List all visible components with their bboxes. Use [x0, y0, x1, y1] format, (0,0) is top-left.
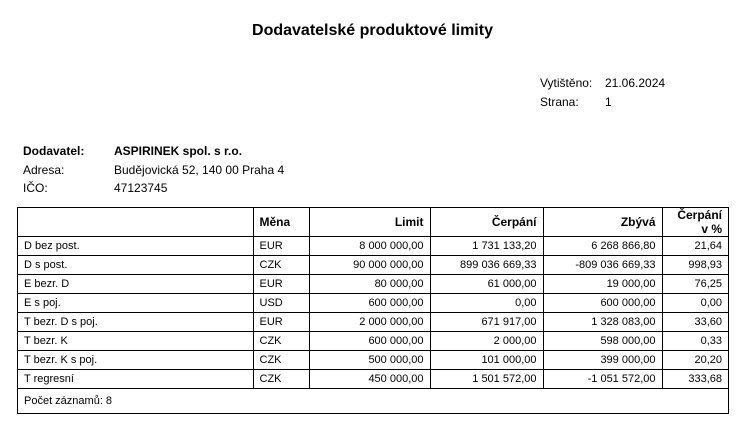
cell-name: D s post. [18, 256, 253, 275]
cell-name: T bezr. K s poj. [18, 351, 253, 370]
cell-used: 61 000,00 [430, 275, 543, 294]
cell-limit: 600 000,00 [309, 294, 430, 313]
col-header-used: Čerpání [430, 208, 543, 237]
cell-remaining: -1 051 572,00 [543, 370, 662, 389]
cell-remaining: 19 000,00 [543, 275, 662, 294]
record-count: Počet záznamů: 8 [24, 395, 113, 407]
cell-name: T regresní [18, 370, 253, 389]
cell-percent: 998,93 [662, 256, 728, 275]
cell-remaining: 598 000,00 [543, 332, 662, 351]
cell-currency: CZK [253, 256, 309, 275]
cell-used: 899 036 669,33 [430, 256, 543, 275]
col-header-remaining: Zbývá [543, 208, 662, 237]
cell-remaining: 1 328 083,00 [543, 313, 662, 332]
col-header-currency: Měna [253, 208, 309, 237]
cell-currency: CZK [253, 332, 309, 351]
table-row [18, 332, 728, 351]
supplier-name: ASPIRINEK spol. s r.o. [114, 144, 243, 158]
page-label: Strana: [540, 95, 579, 109]
printed-date: 21.06.2024 [605, 76, 666, 90]
cell-percent: 0,33 [662, 332, 728, 351]
cell-currency: CZK [253, 370, 309, 389]
cell-used: 671 917,00 [430, 313, 543, 332]
cell-name: E s poj. [18, 294, 253, 313]
cell-name: T bezr. K [18, 332, 253, 351]
page-number: 1 [605, 95, 612, 109]
supplier-label: Dodavatel: [23, 144, 85, 158]
printed-label: Vytištěno: [540, 76, 593, 90]
table-row [18, 275, 728, 294]
cell-limit: 600 000,00 [309, 332, 430, 351]
limits-table [17, 207, 729, 414]
cell-used: 1 731 133,20 [430, 237, 543, 256]
table-row [18, 370, 728, 389]
cell-currency: USD [253, 294, 309, 313]
page-title: Dodavatelské produktové limity [252, 22, 493, 39]
cell-percent: 20,20 [662, 351, 728, 370]
cell-percent: 21,64 [662, 237, 728, 256]
col-header-limit: Limit [309, 208, 430, 237]
supplier-address: Budějovická 52, 140 00 Praha 4 [114, 163, 285, 177]
cell-name: E bezr. D [18, 275, 253, 294]
cell-used: 101 000,00 [430, 351, 543, 370]
cell-remaining: 399 000,00 [543, 351, 662, 370]
table-row [18, 237, 728, 256]
cell-limit: 500 000,00 [309, 351, 430, 370]
cell-name: T bezr. D s poj. [18, 313, 253, 332]
table-row [18, 351, 728, 370]
cell-used: 1 501 572,00 [430, 370, 543, 389]
cell-remaining: -809 036 669,33 [543, 256, 662, 275]
table-row [18, 256, 728, 275]
cell-currency: EUR [253, 275, 309, 294]
table-header-row [18, 208, 728, 237]
cell-currency: EUR [253, 313, 309, 332]
table-row [18, 294, 728, 313]
cell-currency: CZK [253, 351, 309, 370]
cell-limit: 8 000 000,00 [309, 237, 430, 256]
table-row [18, 313, 728, 332]
cell-limit: 2 000 000,00 [309, 313, 430, 332]
cell-percent: 76,25 [662, 275, 728, 294]
supplier-ico: 47123745 [114, 181, 168, 195]
cell-percent: 333,68 [662, 370, 728, 389]
address-label: Adresa: [23, 163, 65, 177]
ico-label: IČO: [23, 181, 48, 195]
cell-percent: 33,60 [662, 313, 728, 332]
cell-remaining: 600 000,00 [543, 294, 662, 313]
cell-name: D bez post. [18, 237, 253, 256]
cell-limit: 450 000,00 [309, 370, 430, 389]
cell-used: 0,00 [430, 294, 543, 313]
col-header-used-percent: Čerpání v % [662, 208, 728, 237]
cell-remaining: 6 268 866,80 [543, 237, 662, 256]
cell-currency: EUR [253, 237, 309, 256]
col-header-name [18, 208, 253, 237]
cell-limit: 80 000,00 [309, 275, 430, 294]
cell-used: 2 000,00 [430, 332, 543, 351]
cell-percent: 0,00 [662, 294, 728, 313]
cell-limit: 90 000 000,00 [309, 256, 430, 275]
